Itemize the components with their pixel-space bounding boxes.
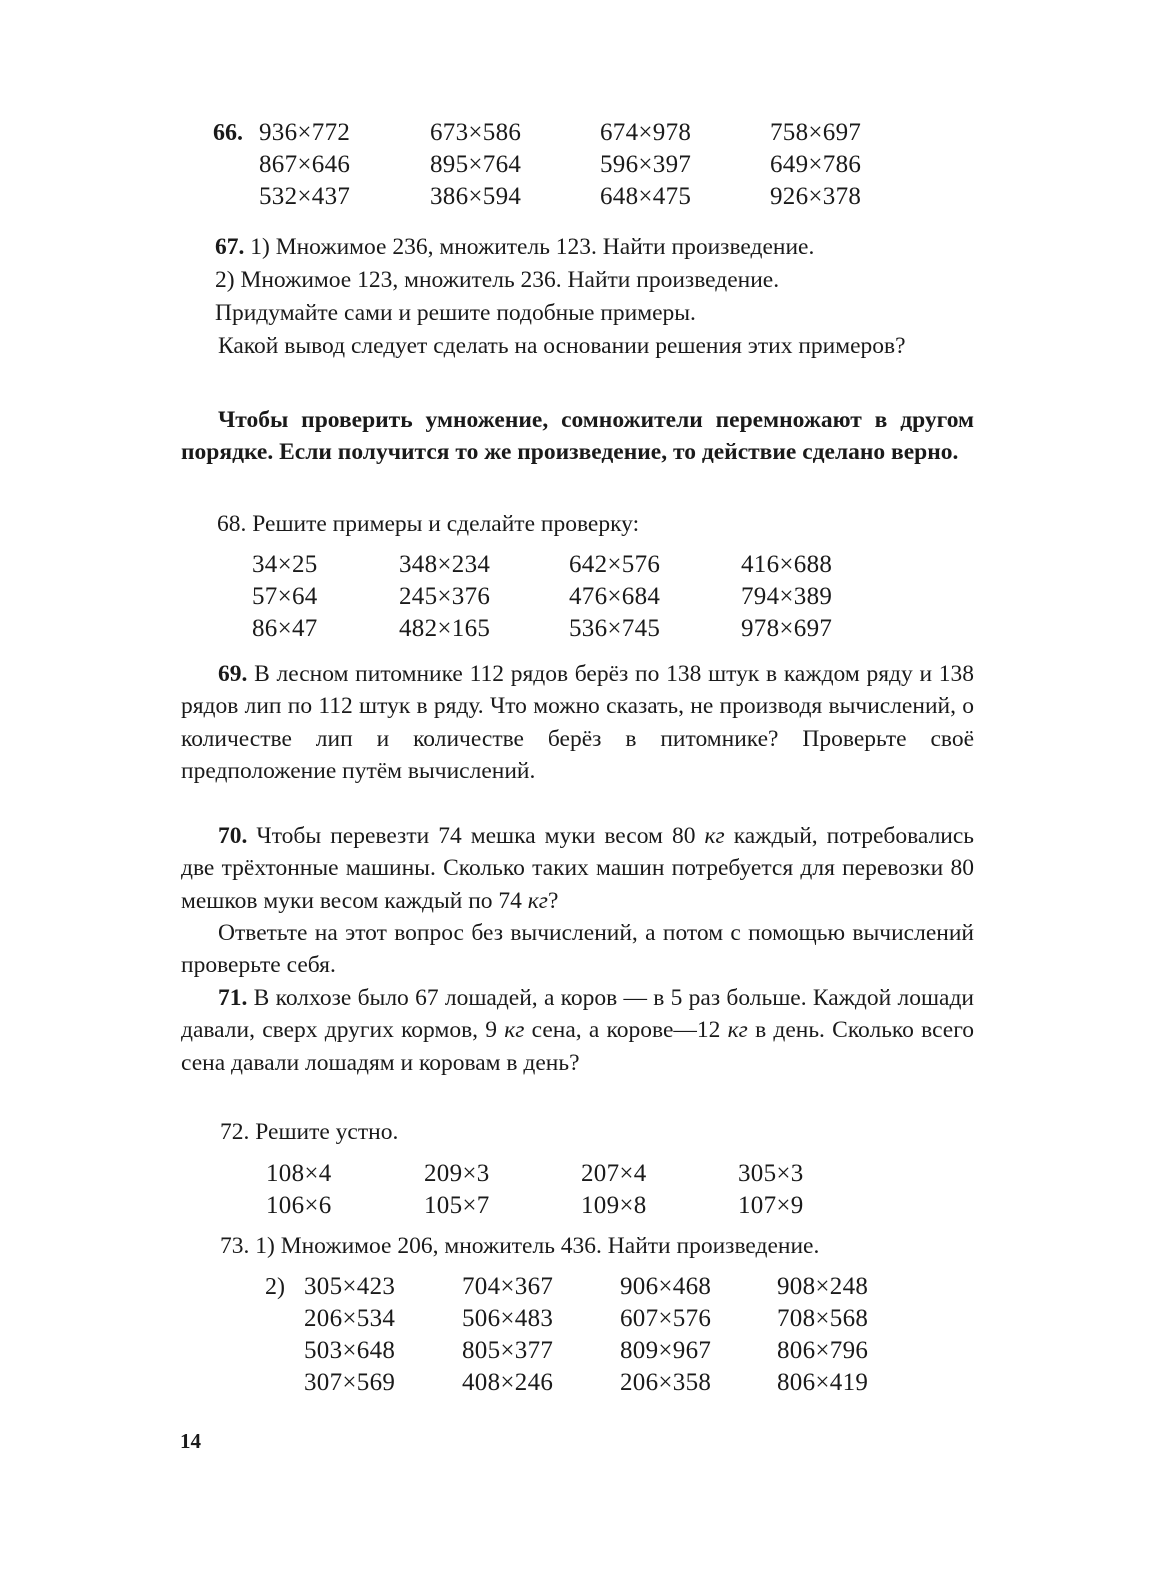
multiplication-example: 978×697	[741, 615, 833, 642]
multiplication-example: 106×6	[266, 1192, 332, 1219]
exercise-68-text: Решите примеры и сделайте проверку:	[252, 511, 640, 537]
multiplication-example: 536×745	[569, 615, 661, 642]
exercise-66-number: 66.	[213, 120, 243, 146]
exercise-67-line-1	[215, 231, 814, 263]
multiplication-example: 806×796	[777, 1337, 869, 1364]
multiplication-example: 794×389	[741, 583, 833, 610]
exercise-70-text-b: каждый, потребовались две трёхтонные машины. Сколько таких машин потребуется для перевозки 80 мешков муки весом каждый по 74	[181, 823, 975, 914]
exercise-67-line-2: 2) Множимое 123, множитель 236. Найти произведение.	[215, 267, 780, 293]
multiplication-example: 476×684	[569, 583, 661, 610]
multiplication-example: 936×772	[259, 119, 351, 146]
exercise-73-text-1: 1) Множимое 206, множитель 436. Найти произведение.	[255, 1233, 820, 1259]
multiplication-example: 532×437	[259, 183, 351, 210]
multiplication-example: 34×25	[252, 551, 318, 578]
multiplication-example: 674×978	[600, 119, 692, 146]
exercise-68-header	[217, 508, 639, 540]
multiplication-example: 809×967	[620, 1337, 712, 1364]
multiplication-example: 305×3	[738, 1160, 804, 1187]
exercise-69-text: В лесном питомнике 112 рядов берёз по 138 штук в каждом ряду и 138 рядов лип по 112 штук в ряду. Что можно сказать, не производя вычислений, о количестве лип и количестве берёз в питомнике? Проверьте своё предположение путём вычислений.	[181, 661, 974, 785]
exercise-73-line-1	[220, 1230, 819, 1262]
multiplication-example: 416×688	[741, 551, 833, 578]
multiplication-example: 305×423	[304, 1273, 396, 1300]
exercise-70-text-c: ?	[547, 887, 559, 914]
exercise-70-paragraph-2: Ответьте на этот вопрос без вычислений, а потом с помощью вычислений проверьте себя.	[181, 920, 974, 979]
rule-text: Чтобы проверить умножение, сомножители перемножают в другом порядке. Если получится то же произведение, то действие сделано верно.	[181, 407, 974, 466]
unit-kg: кг	[704, 823, 725, 849]
multiplication-example: 708×568	[777, 1305, 869, 1332]
exercise-68-number: 68.	[217, 511, 247, 537]
multiplication-example: 607×576	[620, 1305, 712, 1332]
multiplication-example: 503×648	[304, 1337, 396, 1364]
multiplication-example: 908×248	[777, 1273, 869, 1300]
multiplication-example: 207×4	[581, 1160, 647, 1187]
exercise-71-text-c: в день. Сколько всего сена давали лошадям и коровам в день?	[181, 1017, 975, 1076]
exercise-69-number: 69.	[218, 661, 248, 687]
exercise-71-text-a: В колхозе было 67 лошадей, а коров — в 5 раз больше. Каждой лошади давали, сверх других кормов, 9	[181, 985, 975, 1044]
multiplication-example: 307×569	[304, 1369, 396, 1396]
multiplication-example: 386×594	[430, 183, 522, 210]
exercise-73-number: 73.	[220, 1233, 250, 1259]
multiplication-example: 105×7	[424, 1192, 490, 1219]
multiplication-example: 108×4	[266, 1160, 332, 1187]
multiplication-example: 506×483	[462, 1305, 554, 1332]
multiplication-example: 926×378	[770, 183, 862, 210]
exercise-67-number: 67.	[215, 234, 245, 260]
exercise-71-number: 71.	[218, 985, 248, 1011]
multiplication-example: 86×47	[252, 615, 318, 642]
unit-kg: кг	[727, 1017, 748, 1044]
multiplication-example: 596×397	[600, 151, 692, 178]
multiplication-example: 648×475	[600, 183, 692, 210]
exercise-67-text-1: 1) Множимое 236, множитель 123. Найти произведение.	[250, 234, 815, 260]
multiplication-example: 895×764	[430, 151, 522, 178]
multiplication-example: 107×9	[738, 1192, 804, 1219]
multiplication-example: 206×358	[620, 1369, 712, 1396]
multiplication-example: 758×697	[770, 119, 862, 146]
exercise-72-number: 72.	[220, 1119, 250, 1145]
exercise-72-header	[220, 1116, 398, 1148]
multiplication-example: 906×468	[620, 1273, 712, 1300]
multiplication-example: 348×234	[399, 551, 491, 578]
multiplication-example: 206×534	[304, 1305, 396, 1332]
unit-kg: кг	[527, 887, 548, 914]
multiplication-example: 806×419	[777, 1369, 869, 1396]
multiplication-example: 673×586	[430, 119, 522, 146]
multiplication-example: 482×165	[399, 615, 491, 642]
page-number: 14	[180, 1429, 201, 1453]
unit-kg: кг	[504, 1017, 525, 1044]
multiplication-example: 109×8	[581, 1192, 647, 1219]
exercise-73-sub-2-label: 2)	[265, 1274, 285, 1300]
exercise-67-line-4: Какой вывод следует сделать на основании решения этих примеров?	[218, 333, 906, 359]
exercise-70-text-a: Чтобы перевезти 74 мешка муки весом 80	[256, 823, 696, 849]
multiplication-example: 805×377	[462, 1337, 554, 1364]
multiplication-example: 245×376	[399, 583, 491, 610]
multiplication-example: 57×64	[252, 583, 318, 610]
multiplication-example: 408×246	[462, 1369, 554, 1396]
multiplication-example: 649×786	[770, 151, 862, 178]
multiplication-example: 209×3	[424, 1160, 490, 1187]
exercise-70-number: 70.	[218, 823, 248, 849]
exercise-71-paragraph	[181, 982, 974, 1079]
multiplication-example: 704×367	[462, 1273, 554, 1300]
exercise-67-line-3: Придумайте сами и решите подобные примеры.	[215, 300, 696, 326]
multiplication-example: 867×646	[259, 151, 351, 178]
exercise-71-text-b: сена, а корове—12	[531, 1017, 721, 1044]
exercise-70-paragraph	[181, 820, 974, 917]
multiplication-example: 642×576	[569, 551, 661, 578]
exercise-72-text: Решите устно.	[255, 1119, 399, 1145]
exercise-69-paragraph	[181, 658, 974, 788]
